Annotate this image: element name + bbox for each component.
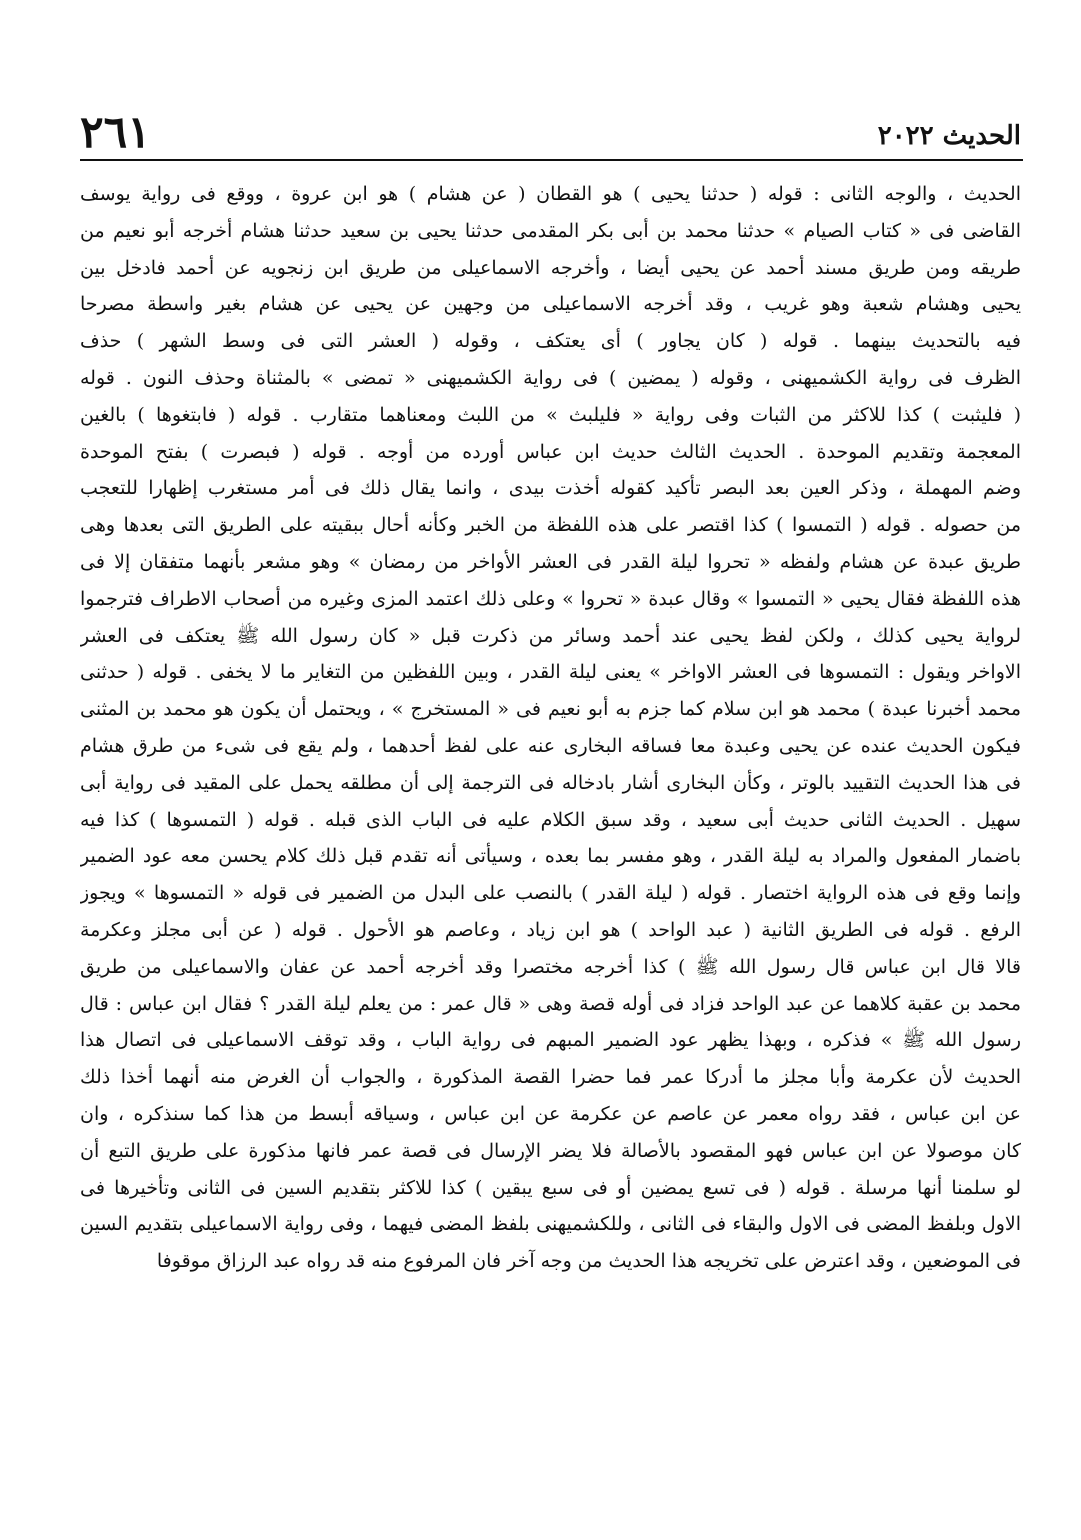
text-line: وإنما وقع فى هذه الرواية اختصار . قوله ( ليلة القدر ) بالنصب على البدل من الضمير فى قوله « التمسوها » ويجوز [80, 882, 1021, 905]
text-line: يحيى وهشام شعبة وهو غريب ، وقد أخرجه الاسماعيلى من وجهين عن يحيى عن هشام بغير واسطة مصرحا [80, 293, 1021, 316]
text-line: باضمار المفعول والمراد به ليلة القدر ، وهو مفسر بما بعده ، وسيأتى أنه تقدم قبل ذلك كلام يحسن معه عود الضمير [80, 845, 1021, 868]
text-line: سهيل . الحديث الثانى حديث أبى سعيد ، وقد سبق الكلام عليه فى الباب الذى قبله . قوله ( التمسوها ) كذا فيه [80, 808, 1021, 831]
text-line: الاول وبلفظ المضى فى الاول والبقاء فى الثانى ، وللكشميهنى بلفظ المضى فيهما ، وفى رواية الاسماعيلى بتقديم السين [80, 1213, 1021, 1236]
text-line: لرواية يحيى كذلك ، ولكن لفظ يحيى عند أحمد وسائر من ذكرت قبل « كان رسول الله ﷺ يعتكف فى العشر [80, 624, 1021, 647]
text-line: محمد بن عقبة كلاهما عن عبد الواحد فزاد فى أوله قصة وهى « قال عمر : من يعلم ليلة القدر ؟ فقال ابن عباس : قال [80, 992, 1021, 1015]
text-line: رسول الله ﷺ » فذكره ، وبهذا يظهر عود الضمير المبهم فى رواية الباب ، وقد توقف الاسماعيلى فى اتصال هذا [80, 1029, 1021, 1052]
body-text [80, 176, 1021, 1280]
page-header [80, 108, 1021, 158]
text-line: طريقه ومن طريق مسند أحمد عن يحيى أيضا ، وأخرجه الاسماعيلى من طريق ابن زنجويه عن أحمد فادخل بين [80, 256, 1021, 279]
text-line: طريق عبدة عن هشام ولفظه « تحروا ليلة القدر فى العشر الأواخر من رمضان » وهو مشعر بأنهما متفقان إلا فى [80, 550, 1021, 573]
text-line: فى هذا الحديث التقييد بالوتر ، وكأن البخارى أشار بادخاله فى الترجمة إلى أن مطلقه يحمل على المقيد فى رواية أبى [80, 771, 1021, 794]
text-line: لو سلمنا أنها مرسلة . قوله ( فى تسع يمضين أو فى سبع يبقين ) كذا للاكثر بتقديم السين فى الثانى وتأخيرها فى [80, 1176, 1021, 1199]
text-line: فيه بالتحديث بينهما . قوله ( كان يجاور ) أى يعتكف ، وقوله ( العشر التى فى وسط الشهر ) حذف [80, 330, 1021, 353]
text-line: عن ابن عباس ، فقد رواه معمر عن عاصم عن عكرمة عن ابن عباس ، وسياقه أبسط من هذا كما سنذكره ، وان [80, 1102, 1021, 1125]
text-line: محمد أخبرنا عبدة ) محمد هو ابن سلام كما جزم به أبو نعيم فى « المستخرج » ، ويحتمل أن يكون هو محمد بن المثنى [80, 698, 1021, 721]
text-line: الظرف فى رواية الكشميهنى ، وقوله ( يمضين ) فى رواية الكشميهنى « تمضى » بالمثناة وحذف النون . قوله [80, 366, 1021, 389]
text-line: فيكون الحديث عنده عن يحيى وعبدة معا فساقه البخارى عنه على لفظ أحدهما ، ولم يقع فى شىء من طرق هشام [80, 734, 1021, 757]
text-line: الحديث ، والوجه الثانى : قوله ( حدثنا يحيى ) هو القطان ( عن هشام ) هو ابن عروة ، ووقع فى رواية يوسف [80, 183, 1021, 205]
text-line: هذه اللفظة فقال يحيى « التمسوا » وقال عبدة « تحروا » وعلى ذلك اعتمد المزى وغيره من أصحاب الاطراف فترجموا [80, 587, 1021, 610]
text-line: كان موصولا عن ابن عباس فهو المقصود بالأصالة فلا يضر الإرسال فى قصة عمر فانها مذكورة على طريق التبع أن [80, 1139, 1021, 1162]
text-line: الحديث لأن عكرمة وأبا مجلز ما أدركا عمر فما حضرا القصة المذكورة ، والجواب أن الغرض منه أنهما أخذا ذلك [80, 1066, 1021, 1089]
text-line: من حصوله . قوله ( التمسوا ) كذا اقتصر على هذه اللفظة من الخبر وكأنه أحال ببقيته على الطريق التى بعدها وهى [80, 514, 1021, 537]
text-line: قالا قال ابن عباس قال رسول الله ﷺ ) كذا أخرجه مختصرا وقد أخرجه أحمد عن عفان والاسماعيلى من طريق [80, 955, 1021, 978]
text-line: القاضى فى « كتاب الصيام » حدثنا محمد بن أبى بكر المقدمى حدثنا يحيى بن سعيد حدثنا هشام أخرجه أبو نعيم من [80, 219, 1021, 242]
text-line: الرفع . قوله فى الطريق الثانية ( عبد الواحد ) هو ابن زياد ، وعاصم هو الأحول . قوله ( عن أبى مجلز وعكرمة [80, 918, 1021, 941]
running-head: الحديث ٢٠٢٢ [877, 121, 1021, 151]
text-line: وضم المهملة ، وذكر العين بعد البصر تأكيد كقوله أخذت بيدى ، وانما يقال ذلك فى أمر مستغرب إظهارا للتعجب [80, 477, 1021, 500]
text-line: المعجمة وتقديم الموحدة . الحديث الثالث حديث ابن عباس أورده من أوجه . قوله ( فبصرت ) بفتح الموحدة [80, 440, 1021, 463]
page-number: ٢٦١ [80, 107, 151, 158]
text-line: ( فليثبت ) كذا للاكثر من الثبات وفى رواية « فليلبث » من اللبث ومعناهما متقارب . قوله ( فابتغوها ) بالغين [80, 403, 1021, 426]
text-line: الاواخر ويقول : التمسوها فى العشر الاواخر » يعنى ليلة القدر ، وبين اللفظين من التغاير ما لا يخفى . قوله ( حدثنى [80, 661, 1021, 684]
text-line: فى الموضعين ، وقد اعترض على تخريجه هذا الحديث من وجه آخر فان المرفوع منه قد رواه عبد الرزاق موقوفا [156, 1250, 1021, 1273]
header-rule [80, 159, 1023, 161]
